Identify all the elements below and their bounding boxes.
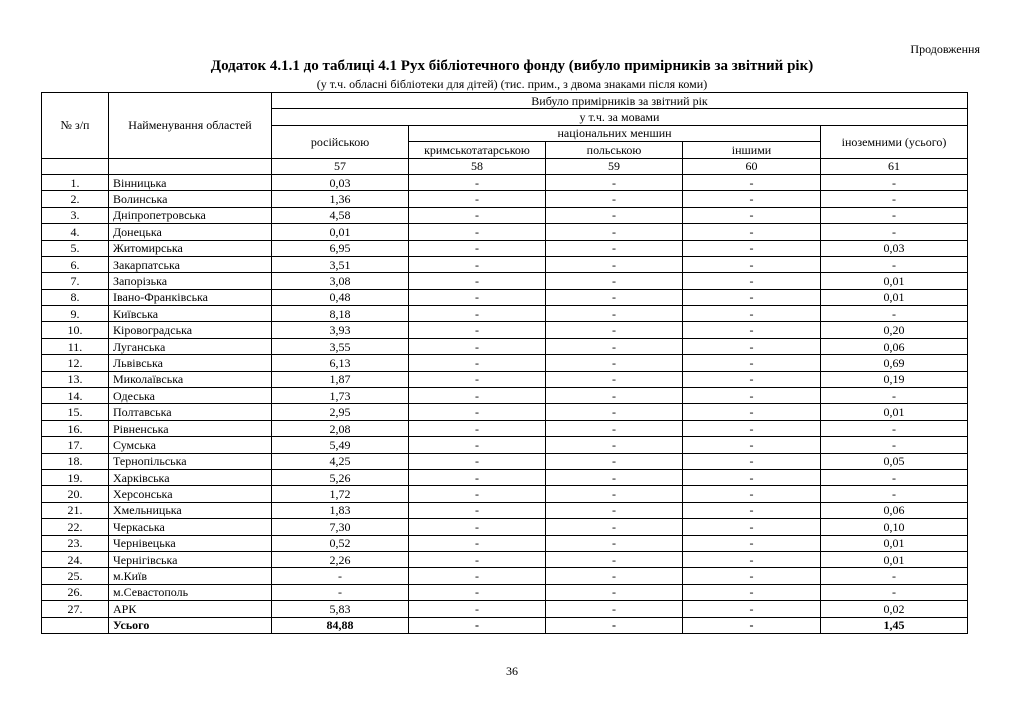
row-number: 12.	[42, 355, 109, 371]
table-row	[42, 207, 968, 223]
table-row	[42, 240, 968, 256]
row-number: 7.	[42, 273, 109, 289]
cell-polish: -	[546, 256, 683, 272]
cell-others: -	[683, 535, 821, 551]
table-row	[42, 584, 968, 600]
cell-russian: 7,30	[272, 519, 409, 535]
table-row	[42, 469, 968, 485]
row-number: 11.	[42, 338, 109, 354]
cell-polish: -	[546, 486, 683, 502]
cell-foreign: -	[821, 420, 968, 436]
table-header	[42, 93, 968, 175]
region-name: Донецька	[109, 224, 272, 240]
cell-crimean-tatar: -	[409, 584, 546, 600]
cell-crimean-tatar: -	[409, 273, 546, 289]
cell-foreign: -	[821, 207, 968, 223]
cell-russian: 3,51	[272, 256, 409, 272]
column-number-empty	[42, 158, 109, 174]
header-by-language: у т.ч. за мовами	[272, 109, 968, 125]
cell-foreign: 0,01	[821, 551, 968, 567]
cell-russian: 0,01	[272, 224, 409, 240]
region-name: Запорізька	[109, 273, 272, 289]
cell-others: -	[683, 322, 821, 338]
cell-others: -	[683, 207, 821, 223]
row-number: 15.	[42, 404, 109, 420]
cell-foreign: 0,01	[821, 273, 968, 289]
cell-others: -	[683, 240, 821, 256]
region-name: Вінницька	[109, 174, 272, 190]
row-number: 5.	[42, 240, 109, 256]
table-row	[42, 453, 968, 469]
cell-crimean-tatar: -	[409, 568, 546, 584]
cell-others: -	[683, 338, 821, 354]
cell-polish: -	[546, 306, 683, 322]
table-row	[42, 551, 968, 567]
region-name: Одеська	[109, 388, 272, 404]
column-number: 60	[683, 158, 821, 174]
cell-foreign: -	[821, 486, 968, 502]
cell-crimean-tatar: -	[409, 224, 546, 240]
row-number: 13.	[42, 371, 109, 387]
cell-russian: 5,83	[272, 601, 409, 617]
cell-foreign: -	[821, 174, 968, 190]
cell-crimean-tatar: -	[409, 551, 546, 567]
total-row	[42, 617, 968, 633]
region-name: Чернігівська	[109, 551, 272, 567]
table-row	[42, 224, 968, 240]
cell-russian: 0,52	[272, 535, 409, 551]
header-polish: польською	[546, 142, 683, 158]
cell-polish: -	[546, 469, 683, 485]
cell-russian: 2,95	[272, 404, 409, 420]
withdrawn-copies-table	[41, 92, 968, 634]
row-number: 24.	[42, 551, 109, 567]
total-region-name: Усього	[109, 617, 272, 633]
cell-polish: -	[546, 535, 683, 551]
cell-others: -	[683, 519, 821, 535]
region-name: Миколаївська	[109, 371, 272, 387]
table-row	[42, 568, 968, 584]
cell-russian: -	[272, 568, 409, 584]
column-number-empty	[109, 158, 272, 174]
cell-russian: 6,13	[272, 355, 409, 371]
cell-others: -	[683, 289, 821, 305]
cell-polish: -	[546, 338, 683, 354]
cell-crimean-tatar: -	[409, 486, 546, 502]
row-number: 2.	[42, 191, 109, 207]
table-body	[42, 174, 968, 633]
total-cell-polish: -	[546, 617, 683, 633]
cell-crimean-tatar: -	[409, 256, 546, 272]
cell-foreign: 0,19	[821, 371, 968, 387]
region-name: Київська	[109, 306, 272, 322]
header-minorities: національних меншин	[409, 125, 821, 141]
cell-others: -	[683, 551, 821, 567]
region-name: Сумська	[109, 437, 272, 453]
cell-russian: 3,93	[272, 322, 409, 338]
cell-russian: 8,18	[272, 306, 409, 322]
cell-polish: -	[546, 355, 683, 371]
cell-others: -	[683, 502, 821, 518]
column-number: 58	[409, 158, 546, 174]
cell-russian: 5,26	[272, 469, 409, 485]
cell-polish: -	[546, 437, 683, 453]
continued-label: Продовження	[910, 42, 980, 56]
total-cell-others: -	[683, 617, 821, 633]
cell-crimean-tatar: -	[409, 420, 546, 436]
cell-crimean-tatar: -	[409, 289, 546, 305]
region-name: Полтавська	[109, 404, 272, 420]
cell-others: -	[683, 174, 821, 190]
row-number: 19.	[42, 469, 109, 485]
cell-polish: -	[546, 519, 683, 535]
total-cell-foreign: 1,45	[821, 617, 968, 633]
cell-others: -	[683, 601, 821, 617]
cell-russian: 6,95	[272, 240, 409, 256]
region-name: Рівненська	[109, 420, 272, 436]
cell-foreign: -	[821, 256, 968, 272]
table-row	[42, 306, 968, 322]
cell-crimean-tatar: -	[409, 207, 546, 223]
document-subtitle: (у т.ч. обласні бібліотеки для дітей) (тис. прим., з двома знаками після коми)	[316, 77, 708, 91]
table-row	[42, 371, 968, 387]
cell-polish: -	[546, 584, 683, 600]
row-number: 20.	[42, 486, 109, 502]
row-number: 17.	[42, 437, 109, 453]
header-num: № з/п	[42, 93, 109, 159]
cell-foreign: -	[821, 584, 968, 600]
header-withdrawn: Вибуло примірників за звітний рік	[272, 93, 968, 109]
table-row	[42, 322, 968, 338]
row-number: 16.	[42, 420, 109, 436]
cell-others: -	[683, 355, 821, 371]
cell-crimean-tatar: -	[409, 535, 546, 551]
cell-foreign: 0,20	[821, 322, 968, 338]
region-name: Луганська	[109, 338, 272, 354]
cell-foreign: 0,03	[821, 240, 968, 256]
column-number-row	[42, 158, 968, 174]
cell-crimean-tatar: -	[409, 519, 546, 535]
row-number: 1.	[42, 174, 109, 190]
header-crimean-tatar: кримськотатарською	[409, 142, 546, 158]
cell-russian: -	[272, 584, 409, 600]
total-row-number	[42, 617, 109, 633]
cell-others: -	[683, 371, 821, 387]
table-row	[42, 289, 968, 305]
row-number: 26.	[42, 584, 109, 600]
cell-russian: 1,36	[272, 191, 409, 207]
cell-crimean-tatar: -	[409, 306, 546, 322]
cell-foreign: -	[821, 191, 968, 207]
cell-foreign: 0,02	[821, 601, 968, 617]
cell-polish: -	[546, 191, 683, 207]
row-number: 6.	[42, 256, 109, 272]
cell-foreign: 0,01	[821, 535, 968, 551]
region-name: Житомирська	[109, 240, 272, 256]
cell-polish: -	[546, 404, 683, 420]
header-region: Найменування областей	[109, 93, 272, 159]
table-row	[42, 388, 968, 404]
cell-foreign: -	[821, 224, 968, 240]
cell-foreign: 0,06	[821, 502, 968, 518]
row-number: 22.	[42, 519, 109, 535]
cell-russian: 2,26	[272, 551, 409, 567]
cell-others: -	[683, 224, 821, 240]
cell-crimean-tatar: -	[409, 322, 546, 338]
cell-foreign: 0,05	[821, 453, 968, 469]
cell-russian: 3,55	[272, 338, 409, 354]
cell-polish: -	[546, 322, 683, 338]
row-number: 25.	[42, 568, 109, 584]
cell-others: -	[683, 404, 821, 420]
cell-foreign: -	[821, 568, 968, 584]
cell-polish: -	[546, 240, 683, 256]
cell-foreign: -	[821, 437, 968, 453]
cell-polish: -	[546, 371, 683, 387]
cell-crimean-tatar: -	[409, 453, 546, 469]
header-russian: російською	[272, 125, 409, 158]
region-name: Черкаська	[109, 519, 272, 535]
cell-others: -	[683, 388, 821, 404]
cell-russian: 4,25	[272, 453, 409, 469]
column-number: 61	[821, 158, 968, 174]
cell-others: -	[683, 469, 821, 485]
cell-polish: -	[546, 224, 683, 240]
cell-others: -	[683, 584, 821, 600]
cell-polish: -	[546, 207, 683, 223]
region-name: Закарпатська	[109, 256, 272, 272]
region-name: Дніпропетровська	[109, 207, 272, 223]
cell-crimean-tatar: -	[409, 502, 546, 518]
cell-crimean-tatar: -	[409, 174, 546, 190]
cell-others: -	[683, 453, 821, 469]
table-row	[42, 535, 968, 551]
table-row	[42, 502, 968, 518]
region-name: Харківська	[109, 469, 272, 485]
row-number: 10.	[42, 322, 109, 338]
cell-foreign: 0,01	[821, 289, 968, 305]
cell-crimean-tatar: -	[409, 388, 546, 404]
cell-others: -	[683, 306, 821, 322]
region-name: Івано-Франківська	[109, 289, 272, 305]
cell-polish: -	[546, 273, 683, 289]
cell-russian: 3,08	[272, 273, 409, 289]
row-number: 18.	[42, 453, 109, 469]
table-row	[42, 355, 968, 371]
cell-russian: 1,72	[272, 486, 409, 502]
cell-foreign: 0,10	[821, 519, 968, 535]
cell-russian: 1,73	[272, 388, 409, 404]
table-row	[42, 601, 968, 617]
cell-russian: 2,08	[272, 420, 409, 436]
column-number: 59	[546, 158, 683, 174]
table-row	[42, 519, 968, 535]
cell-polish: -	[546, 289, 683, 305]
table-row	[42, 273, 968, 289]
cell-others: -	[683, 273, 821, 289]
cell-polish: -	[546, 551, 683, 567]
cell-polish: -	[546, 388, 683, 404]
region-name: Львівська	[109, 355, 272, 371]
region-name: м.Київ	[109, 568, 272, 584]
region-name: Кіровоградська	[109, 322, 272, 338]
cell-polish: -	[546, 420, 683, 436]
header-others: іншими	[683, 142, 821, 158]
cell-others: -	[683, 437, 821, 453]
cell-foreign: -	[821, 469, 968, 485]
cell-crimean-tatar: -	[409, 355, 546, 371]
region-name: Херсонська	[109, 486, 272, 502]
row-number: 3.	[42, 207, 109, 223]
row-number: 8.	[42, 289, 109, 305]
cell-foreign: 0,06	[821, 338, 968, 354]
cell-others: -	[683, 191, 821, 207]
cell-polish: -	[546, 502, 683, 518]
cell-crimean-tatar: -	[409, 601, 546, 617]
column-number: 57	[272, 158, 409, 174]
row-number: 21.	[42, 502, 109, 518]
cell-russian: 1,83	[272, 502, 409, 518]
cell-crimean-tatar: -	[409, 338, 546, 354]
cell-others: -	[683, 568, 821, 584]
header-foreign: іноземними (усього)	[821, 125, 968, 158]
region-name: Волинська	[109, 191, 272, 207]
row-number: 23.	[42, 535, 109, 551]
cell-polish: -	[546, 568, 683, 584]
row-number: 9.	[42, 306, 109, 322]
cell-russian: 4,58	[272, 207, 409, 223]
total-cell-crimean-tatar: -	[409, 617, 546, 633]
table-row	[42, 486, 968, 502]
total-cell-russian: 84,88	[272, 617, 409, 633]
region-name: Чернівецька	[109, 535, 272, 551]
table-row	[42, 338, 968, 354]
cell-crimean-tatar: -	[409, 437, 546, 453]
cell-russian: 0,03	[272, 174, 409, 190]
cell-russian: 5,49	[272, 437, 409, 453]
cell-crimean-tatar: -	[409, 191, 546, 207]
cell-russian: 0,48	[272, 289, 409, 305]
row-number: 14.	[42, 388, 109, 404]
cell-polish: -	[546, 453, 683, 469]
cell-crimean-tatar: -	[409, 240, 546, 256]
region-name: Тернопільська	[109, 453, 272, 469]
cell-foreign: 0,01	[821, 404, 968, 420]
table-row	[42, 437, 968, 453]
region-name: АРК	[109, 601, 272, 617]
cell-others: -	[683, 256, 821, 272]
page-number: 36	[506, 664, 518, 678]
region-name: Хмельницька	[109, 502, 272, 518]
table-row	[42, 404, 968, 420]
cell-polish: -	[546, 174, 683, 190]
table-row	[42, 191, 968, 207]
table-row	[42, 256, 968, 272]
cell-others: -	[683, 486, 821, 502]
cell-foreign: -	[821, 306, 968, 322]
cell-crimean-tatar: -	[409, 469, 546, 485]
cell-others: -	[683, 420, 821, 436]
cell-russian: 1,87	[272, 371, 409, 387]
table-row	[42, 174, 968, 190]
table-row	[42, 420, 968, 436]
cell-foreign: 0,69	[821, 355, 968, 371]
cell-foreign: -	[821, 388, 968, 404]
row-number: 4.	[42, 224, 109, 240]
cell-crimean-tatar: -	[409, 404, 546, 420]
cell-polish: -	[546, 601, 683, 617]
document-title: Додаток 4.1.1 до таблиці 4.1 Рух бібліотечного фонду (вибуло примірників за звітний рік)	[210, 58, 814, 74]
region-name: м.Севастополь	[109, 584, 272, 600]
row-number: 27.	[42, 601, 109, 617]
cell-crimean-tatar: -	[409, 371, 546, 387]
